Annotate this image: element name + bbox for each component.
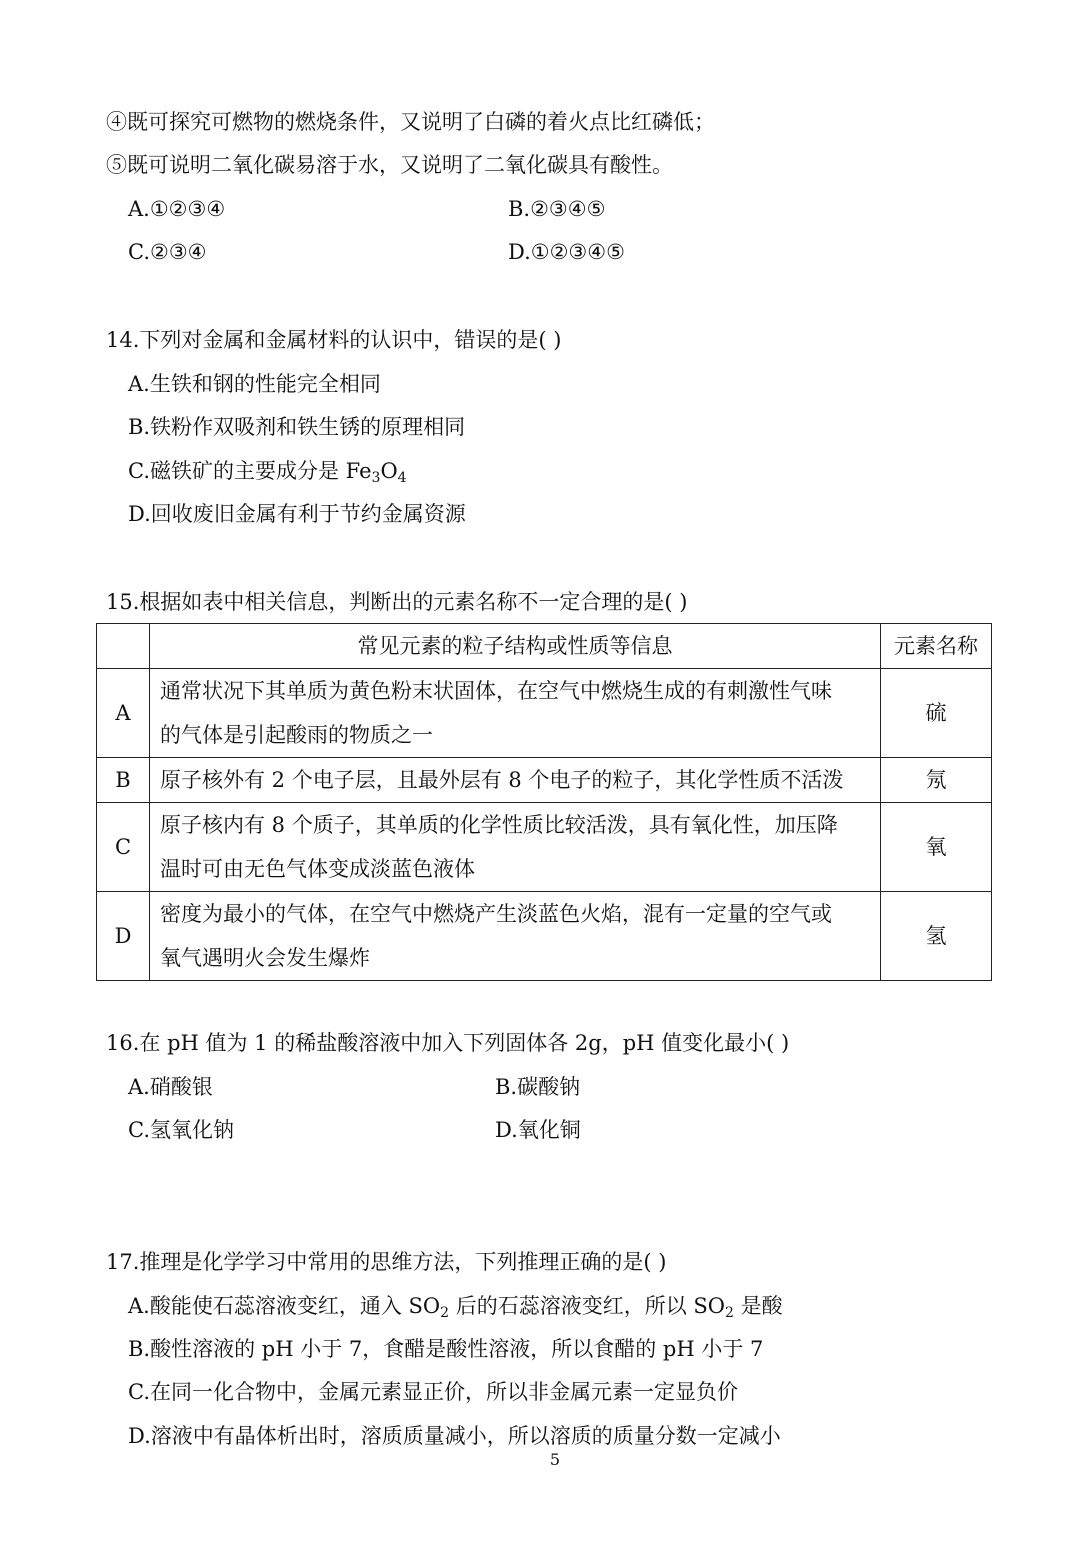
q14-option-a: A.生铁和钢的性能完全相同	[128, 372, 381, 396]
q16-option-c: C.氢氧化钠	[128, 1118, 234, 1142]
row-element-name: 硫	[881, 669, 992, 758]
row-info	[150, 803, 881, 892]
row-info-line: 温时可由无色气体变成淡蓝色液体	[160, 857, 475, 881]
q13-statement-4: ④既可探究可燃物的燃烧条件，又说明了白磷的着火点比红磷低；	[106, 110, 715, 134]
row-info-line: 通常状况下其单质为黄色粉末状固体，在空气中燃烧生成的有刺激性气味	[160, 679, 832, 703]
subscript: 4	[397, 470, 407, 486]
q17-option-a-text: 后的石蕊溶液变红，所以 SO	[449, 1294, 725, 1318]
q13-option-a: A.①②③④	[128, 197, 226, 221]
row-label: D	[97, 892, 150, 981]
q13-statement-5: ⑤既可说明二氧化碳易溶于水，又说明了二氧化碳具有酸性。	[106, 153, 673, 177]
row-element-name: 氧	[881, 803, 992, 892]
q16-option-d: D.氧化铜	[495, 1118, 581, 1142]
q16-stem: 16.在 pH 值为 1 的稀盐酸溶液中加入下列固体各 2g，pH 值变化最小( )	[106, 1031, 790, 1055]
row-label: A	[97, 669, 150, 758]
row-info	[150, 892, 881, 981]
q14-option-c-formula: O	[380, 459, 398, 483]
q17-option-a-text: A.酸能使石蕊溶液变红，通入 SO	[128, 1294, 441, 1318]
row-element-name: 氢	[881, 892, 992, 981]
q14-option-c-text: C.磁铁矿的主要成分是 Fe	[128, 459, 372, 483]
q17-option-a-text: 是酸	[733, 1294, 783, 1318]
table-header-name: 元素名称	[881, 624, 992, 669]
q17-stem: 17.推理是化学学习中常用的思维方法，下列推理正确的是( )	[106, 1250, 667, 1274]
row-info	[150, 758, 881, 803]
q14-stem: 14.下列对金属和金属材料的认识中，错误的是( )	[106, 328, 562, 352]
table-row	[97, 669, 992, 758]
table-header-blank	[97, 624, 150, 669]
row-info-line: 氧气遇明火会发生爆炸	[160, 946, 370, 970]
row-info	[150, 669, 881, 758]
q17-option-b: B.酸性溶液的 pH 小于 7，食醋是酸性溶液，所以食醋的 pH 小于 7	[128, 1337, 764, 1361]
subscript: 2	[440, 1305, 450, 1321]
element-info-table	[96, 623, 992, 981]
q14-option-d: D.回收废旧金属有利于节约金属资源	[128, 502, 466, 526]
table-header-row	[97, 624, 992, 669]
table-header-info: 常见元素的粒子结构或性质等信息	[150, 624, 881, 669]
table-row	[97, 758, 992, 803]
q15-stem: 15.根据如表中相关信息，判断出的元素名称不一定合理的是( )	[106, 590, 688, 614]
q14-option-b: B.铁粉作双吸剂和铁生锈的原理相同	[128, 415, 466, 439]
row-element-name: 氖	[881, 758, 992, 803]
subscript: 2	[725, 1305, 734, 1321]
q17-option-d: D.溶液中有晶体析出时，溶质质量减小，所以溶质的质量分数一定减小	[128, 1424, 781, 1448]
row-label: B	[97, 758, 150, 803]
q13-option-c: C.②③④	[128, 240, 207, 264]
q13-option-d: D.①②③④⑤	[508, 240, 625, 264]
table-row	[97, 892, 992, 981]
q14-option-c	[128, 457, 407, 485]
q17-option-a	[128, 1292, 783, 1320]
q17-option-c: C.在同一化合物中，金属元素显正价，所以非金属元素一定显负价	[128, 1380, 738, 1404]
row-info-line: 密度为最小的气体，在空气中燃烧产生淡蓝色火焰，混有一定量的空气或	[160, 902, 832, 926]
row-info-line: 的气体是引起酸雨的物质之一	[160, 723, 433, 747]
page-number: 5	[549, 1450, 561, 1469]
row-label: C	[97, 803, 150, 892]
subscript: 3	[371, 470, 381, 486]
row-info-line: 原子核内有 8 个质子，其单质的化学性质比较活泼，具有氧化性，加压降	[160, 813, 838, 837]
table-row	[97, 803, 992, 892]
row-info-line: 原子核外有 2 个电子层，且最外层有 8 个电子的粒子，其化学性质不活泼	[160, 768, 844, 792]
q13-option-b: B.②③④⑤	[508, 197, 606, 221]
q16-option-b: B.碳酸钠	[495, 1075, 581, 1099]
q16-option-a: A.硝酸银	[128, 1075, 213, 1099]
